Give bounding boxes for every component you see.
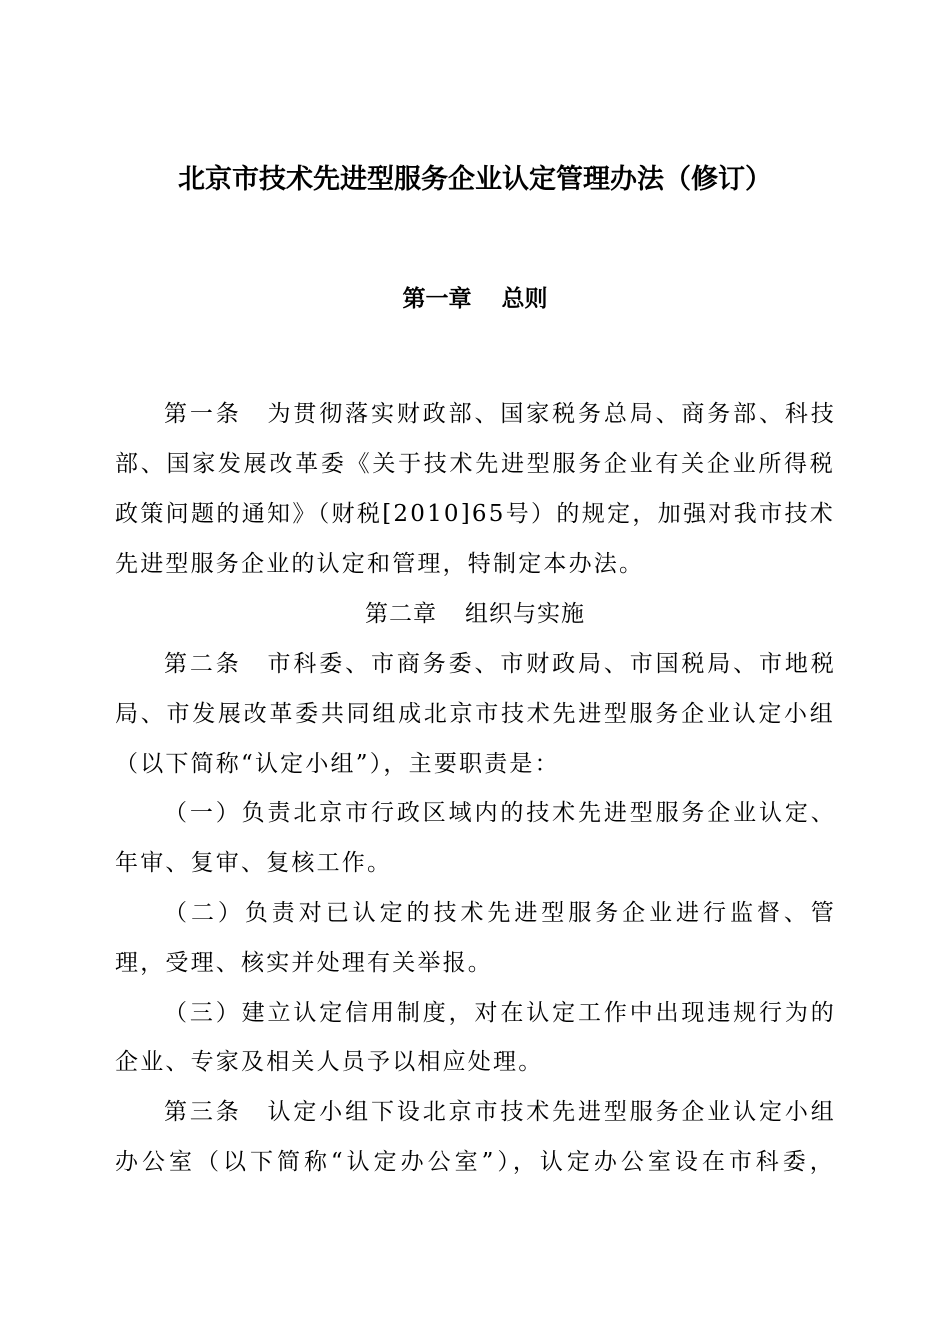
- article-3-line-2: 办公室（以下简称“认定办公室”），认定办公室设在市科委，: [115, 1149, 835, 1175]
- article-1-line-2: 部、国家发展改革委《关于技术先进型服务企业有关企业所得税: [115, 451, 835, 477]
- article-2-line-2: 局、市发展改革委共同组成北京市技术先进型服务企业认定小组: [115, 701, 835, 727]
- item-1-line-2: 年审、复审、复核工作。: [115, 850, 393, 876]
- article-1-line-4: 先进型服务企业的认定和管理，特制定本办法。: [115, 551, 645, 577]
- article-2-line-1: 第二条 市科委、市商务委、市财政局、市国税局、市地税: [164, 651, 836, 677]
- article-1-line-3: 政策问题的通知》（财税[2010]65号）的规定，加强对我市技术: [115, 501, 835, 527]
- item-3-line-1: （三）建立认定信用制度，对在认定工作中出现违规行为的: [164, 1000, 836, 1026]
- chapter-1-number: 第一章: [402, 286, 472, 312]
- chapter-2-heading: [0, 598, 950, 630]
- chapter-2-number: 第二章: [365, 601, 437, 627]
- item-3-line-2: 企业、专家及相关人员予以相应处理。: [115, 1049, 544, 1075]
- chapter-1-name: 总则: [501, 286, 548, 312]
- article-2-line-3: （以下简称“认定小组”），主要职责是：: [115, 751, 560, 777]
- item-1-line-1: （一）负责北京市行政区域内的技术先进型服务企业认定、: [164, 800, 836, 826]
- article-1-line-1: 第一条 为贯彻落实财政部、国家税务总局、商务部、科技: [164, 401, 836, 427]
- document-title: 北京市技术先进型服务企业认定管理办法（修订）: [178, 164, 772, 195]
- item-2-line-1: （二）负责对已认定的技术先进型服务企业进行监督、管: [164, 900, 836, 926]
- article-3-line-1: 第三条 认定小组下设北京市技术先进型服务企业认定小组: [164, 1099, 836, 1125]
- chapter-2-name: 组织与实施: [465, 601, 585, 627]
- chapter-1-heading: [0, 283, 950, 315]
- item-2-line-2: 理，受理、核实并处理有关举报。: [115, 950, 493, 976]
